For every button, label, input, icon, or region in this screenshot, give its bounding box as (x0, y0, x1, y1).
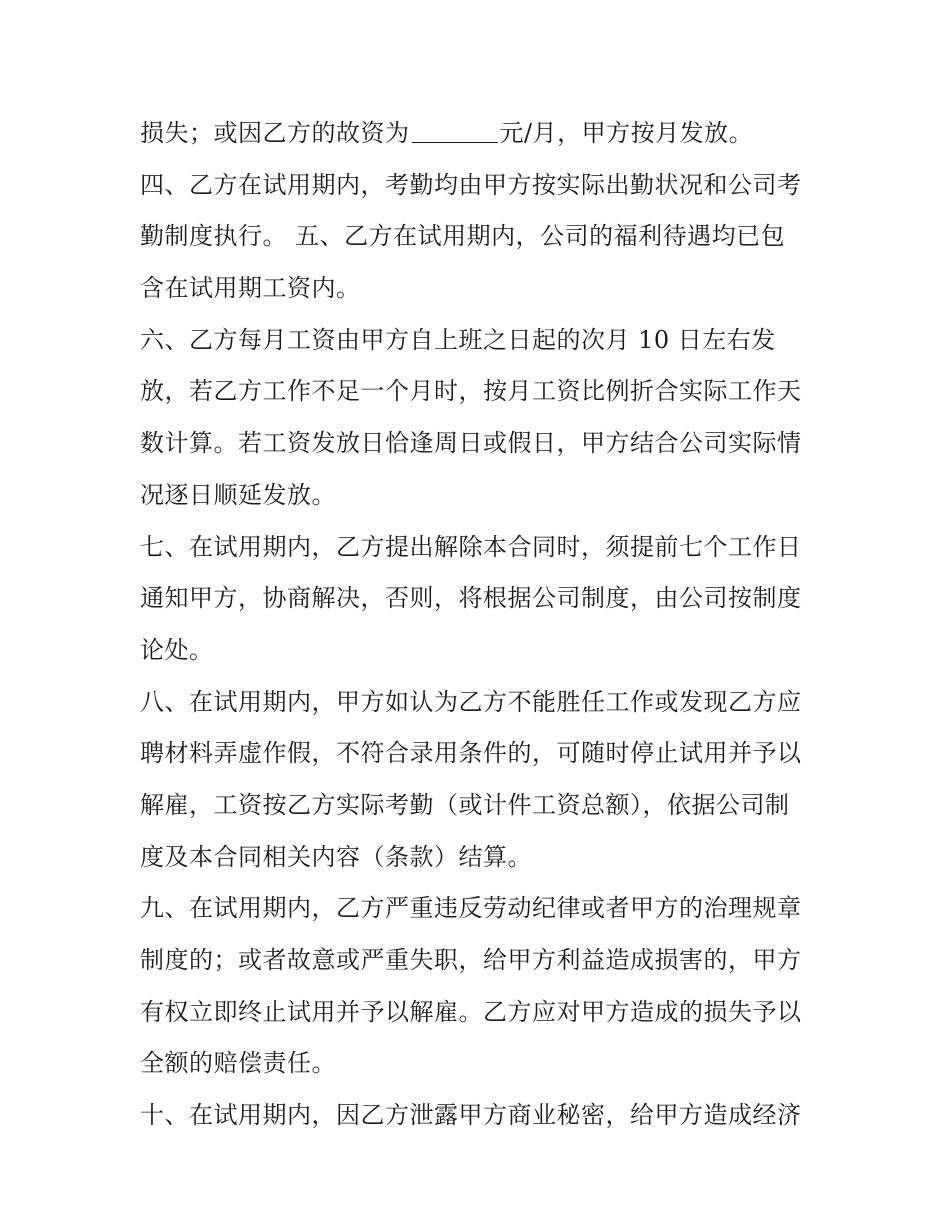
text-line-2: 四、乙方在试用期内，考勤均由甲方按实际出勤状况和公司考 (140, 170, 802, 199)
text-line-10: 通知甲方，协商解决，否则，将根据公司制度，由公司按制度 (140, 584, 802, 613)
text-line-20: 十、在试用期内，因乙方泄露甲方商业秘密，给甲方造成经济 (140, 1101, 802, 1130)
fill-in-blank (412, 120, 498, 143)
text-line-18: 有权立即终止试用并予以解雇。乙方应对甲方造成的损失予以 (140, 997, 802, 1026)
text-line-6: 放，若乙方工作不足一个月时，按月工资比例折合实际工作天 (140, 377, 802, 406)
text-line-3: 勤制度执行。 五、乙方在试用期内，公司的福利待遇均已包 (140, 222, 786, 251)
text-line-19: 全额的赔偿责任。 (140, 1049, 336, 1078)
text-line-4: 含在试用期工资内。 (140, 274, 361, 303)
text-segment: 元/月，甲方按月发放。 (499, 119, 754, 147)
text-line-12: 八、在试用期内，甲方如认为乙方不能胜任工作或发现乙方应 (140, 687, 802, 716)
text-line-14: 解雇，工资按乙方实际考勤（或计件工资总额），依据公司制 (140, 790, 790, 819)
text-segment: 损失；或因乙方的故资为 (140, 119, 410, 147)
text-line-7: 数计算。若工资发放日恰逢周日或假日，甲方结合公司实际情 (140, 429, 802, 458)
contract-body (140, 108, 820, 1142)
text-line-9: 七、在试用期内，乙方提出解除本合同时，须提前七个工作日 (140, 532, 802, 561)
text-line-13: 聘材料弄虚作假，不符合录用条件的，可随时停止试用并予以 (140, 739, 802, 768)
text-line-5: 六、乙方每月工资由甲方自上班之日起的次月 10 日左右发 (140, 325, 776, 354)
text-line-8: 况逐日顺延发放。 (140, 480, 336, 509)
text-line-11: 论处。 (140, 635, 214, 664)
text-line-15: 度及本合同相关内容（条款）结算。 (140, 842, 532, 871)
text-line-1 (140, 108, 820, 160)
text-line-17: 制度的；或者故意或严重失职，给甲方利益造成损害的，甲方 (140, 946, 802, 974)
text-line-16: 九、在试用期内，乙方严重违反劳动纪律或者甲方的治理规章 (140, 894, 802, 923)
